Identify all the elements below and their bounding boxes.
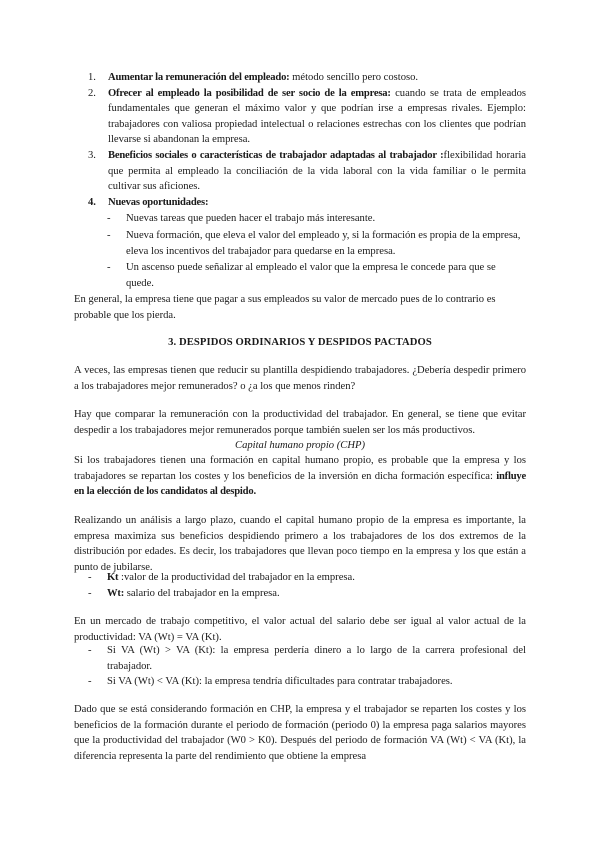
list-item-title: Ofrecer al empleado la posibilidad de ser socio de la empresa: xyxy=(108,87,391,99)
list-item-text: cuando se trata de empleados fundamentales que generan el máximo valor y que podrían irse a empresas rivales. Ejemplo: trabajadores con valiosa propiedad intelectual o relaciones estrechas con los clientes que podrían llevarse si abandonan la empresa. xyxy=(108,87,526,146)
list-number: 3. xyxy=(88,149,96,161)
cases-list xyxy=(74,643,526,690)
paragraph-si-text: Si los trabajadores tienen una formación en capital humano propio, es probable que la empresa y los trabajadores se repartan los costes y los beneficios de la inversión en dicha formación específica: xyxy=(74,455,526,482)
list-item-2 xyxy=(74,86,526,148)
sub-item-text: Un ascenso puede señalizar al empleado el valor que la empresa le concede para que se quede. xyxy=(126,262,496,289)
paragraph-si-bold: influye en la elección de los candidatos al despido. xyxy=(74,470,526,498)
paragraph-a-veces: A veces, las empresas tienen que reducir su plantilla despidiendo trabajadores. ¿Debería despedir primero a los trabajadores mejor remunerados? o ¿a los que menos rinden? xyxy=(74,365,526,392)
case-text: Si VA (Wt) < VA (Kt): la empresa tendría dificultades para contratar trabajadores. xyxy=(107,676,453,688)
list-number: 2. xyxy=(88,87,96,99)
paragraph-largo-plazo: Realizando un análisis a largo plazo, cuando el capital humano propio de la empresa es importante, la empresa maximiza sus beneficios despidiendo primero a los trabajadores de los dos extremos de la distribución por edades. Es decir, los trabajadores que llevan poco tiempo en la empresa y los que están a punto de jubilarse. xyxy=(74,515,526,573)
caption-chp: Capital humano propio (CHP) xyxy=(235,440,365,451)
dash-bullet: - xyxy=(88,572,92,583)
paragraph-dado: Dado que se está considerando formación en CHP, la empresa y el trabajador se reparten los costes y los beneficios de la formación durante el periodo de formación (periodo 0) la empresa paga salarios mayores que la productividad del trabajador (W0 > K0). Después del periodo de formación VA (Wt) < VA (Kt), la diferencia representa la parte del rendimiento que obtiene la empresa xyxy=(74,704,526,762)
paragraph-general: En general, la empresa tiene que pagar a sus empleados su valor de mercado pues de lo contrario es probable que los pierda. xyxy=(74,294,496,321)
list-item-text: método sencillo pero costoso. xyxy=(289,72,419,83)
dash-bullet: - xyxy=(88,676,92,688)
sub-item-text: Nueva formación, que eleva el valor del empleado y, si la formación es propia de la empresa, eleva los incentivos del trabajador para quedarse en la empresa. xyxy=(126,229,521,257)
section-heading: 3. DESPIDOS ORDINARIOS Y DESPIDOS PACTADOS xyxy=(168,337,432,348)
list-item-title: Nuevas oportunidades: xyxy=(108,196,209,208)
definition-wt xyxy=(74,586,526,602)
definition-text: :valor de la productividad del trabajador en la empresa. xyxy=(118,572,355,583)
list-number: 4. xyxy=(88,196,96,208)
case-item-2 xyxy=(74,674,526,690)
sub-item-3 xyxy=(74,260,526,291)
list-item-3 xyxy=(74,148,526,195)
dash-bullet: - xyxy=(107,229,111,241)
list-item-title: Aumentar la remuneración del empleado: xyxy=(108,72,290,83)
list-item-1 xyxy=(74,70,526,86)
numbered-list xyxy=(74,70,526,291)
list-number: 1. xyxy=(88,72,96,83)
case-text: Si VA (Wt) > VA (Kt): la empresa perdería dinero a lo largo de la carrera profesional del trabajador. xyxy=(107,645,526,672)
definition-text: salario del trabajador en la empresa. xyxy=(124,587,280,599)
dash-bullet: - xyxy=(88,587,92,599)
paragraph-mercado: En un mercado de trabajo competitivo, el valor actual del salario debe ser igual al valor actual de la productividad: VA (Wt) = VA (Kt). xyxy=(74,616,526,643)
dash-bullet: - xyxy=(88,645,92,656)
sub-item-1 xyxy=(74,211,526,227)
definitions-list xyxy=(74,570,526,601)
dash-bullet: - xyxy=(107,213,111,225)
definition-term: Wt: xyxy=(107,587,125,599)
definition-kt xyxy=(74,570,526,586)
sub-item-2 xyxy=(74,228,526,259)
paragraph-comparar: Hay que comparar la remuneración con la productividad del trabajador. En general, se tiene que evitar despedir a los trabajadores mejor remunerados porque también suelen ser los más productivos. xyxy=(74,409,526,436)
list-item-text: flexibilidad horaria que permita al empleado la conciliación de la vida laboral con la vida familiar o le permita cultivar sus aficiones. xyxy=(108,149,527,193)
dash-bullet: - xyxy=(107,262,111,274)
definition-term: Kt xyxy=(107,572,119,583)
list-item-4 xyxy=(74,195,526,211)
paragraph-si xyxy=(74,453,526,500)
sub-item-text: Nuevas tareas que pueden hacer el trabajo más interesante. xyxy=(126,213,376,225)
list-item-title: Beneficios sociales o características de trabajador adaptadas al trabajador : xyxy=(108,149,444,161)
case-item-1 xyxy=(74,643,526,674)
